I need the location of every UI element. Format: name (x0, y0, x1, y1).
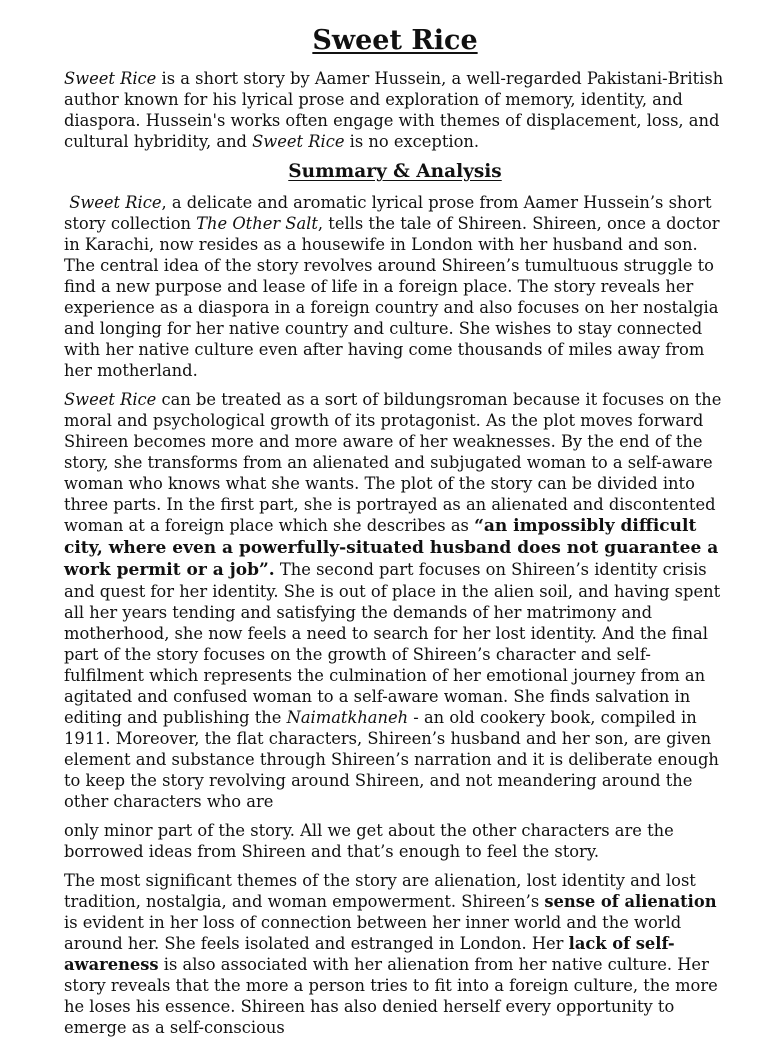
story-title-italic: Sweet Rice (64, 390, 157, 409)
book-title-italic: Naimatkhaneh (286, 708, 409, 727)
summary-paragraph-2: Sweet Rice can be treated as a sort of bildungsroman because it focuses on the moral and psychological growth of its protagonist. As the plot moves forward Shireen becomes more and more aware of her weaknesses. By the end of the story, she transforms from an alienated and subjugated woman to a self-aware woman who knows what she wants. The plot of the story can be divided into three parts. In the first part, she is portrayed as an alienated and discontented woman at a foreign place which she describes as “an impossibly difficult city, where even a powerfully-situated husband does not guarantee a work permit or a job”. The second part focuses on Shireen’s identity crisis and quest for her identity. She is out of place in the alien soil, and having spent all her years tending and satisfying the demands of her matrimony and motherhood, she now feels a need to search for her lost identity. And the final part of the story focuses on the growth of Shireen’s character and self-fulfilment which represents the culmination of her emotional journey from an agitated and confused woman to a self-aware woman. She finds salvation in editing and publishing the Naimatkhaneh - an old cookery book, compiled in 1911. Moreover, the flat characters, Shireen’s husband and her son, are given element and substance through Shireen’s narration and it is deliberate enough to keep the story revolving around Shireen, and not meandering around the other characters who are (64, 390, 722, 811)
document-title: Sweet Rice (312, 25, 478, 56)
bold-quote: “an impossibly difficult city, where even a powerfully-situated husband does not guarantee a work permit or a job”. (64, 516, 719, 580)
collection-title-italic: The Other Salt (196, 214, 318, 233)
story-title-italic: Sweet Rice (252, 132, 345, 151)
bold-phrase: sense of alienation (544, 892, 717, 911)
summary-paragraph-3: only minor part of the story. All we get about the other characters are the borrowed ideas from Shireen and that’s enough to feel the story. (64, 821, 674, 861)
summary-paragraph-1: Sweet Rice, a delicate and aromatic lyrical prose from Aamer Hussein’s short story collection The Other Salt, tells the tale of Shireen. Shireen, once a doctor in Karachi, now resides as a housewife in London with her husband and son. The central idea of the story revolves around Shireen’s tumultuous struggle to find a new purpose and lease of life in a foreign place. The story reveals her experience as a diaspora in a foreign country and also focuses on her nostalgia and longing for her native country and culture. She wishes to stay connected with her native culture even after having come thousands of miles away from her motherland. (64, 193, 720, 380)
bold-phrase: lack of self-awareness (64, 934, 675, 974)
themes-paragraph: The most significant themes of the story are alienation, lost identity and lost tradition, nostalgia, and woman empowerment. Shireen’s sense of alienation is evident in her loss of connection between her inner world and the world around her. She feels isolated and estranged in London. Her lack of self-awareness is also associated with her alienation from her native culture. Her story reveals that the more a person tries to fit into a foreign culture, the more he loses his essence. Shireen has also denied herself every opportunity to emerge as a self-conscious (64, 871, 718, 1037)
section-heading: Summary & Analysis (288, 161, 502, 182)
story-title-italic: Sweet Rice (64, 69, 157, 88)
intro-paragraph: Sweet Rice is a short story by Aamer Hussein, a well-regarded Pakistani-British author known for his lyrical prose and exploration of memory, identity, and diaspora. Hussein's works often engage with themes of displacement, loss, and cultural hybridity, and Sweet Rice is no exception. (64, 69, 724, 151)
story-title-italic: Sweet Rice (69, 193, 162, 212)
